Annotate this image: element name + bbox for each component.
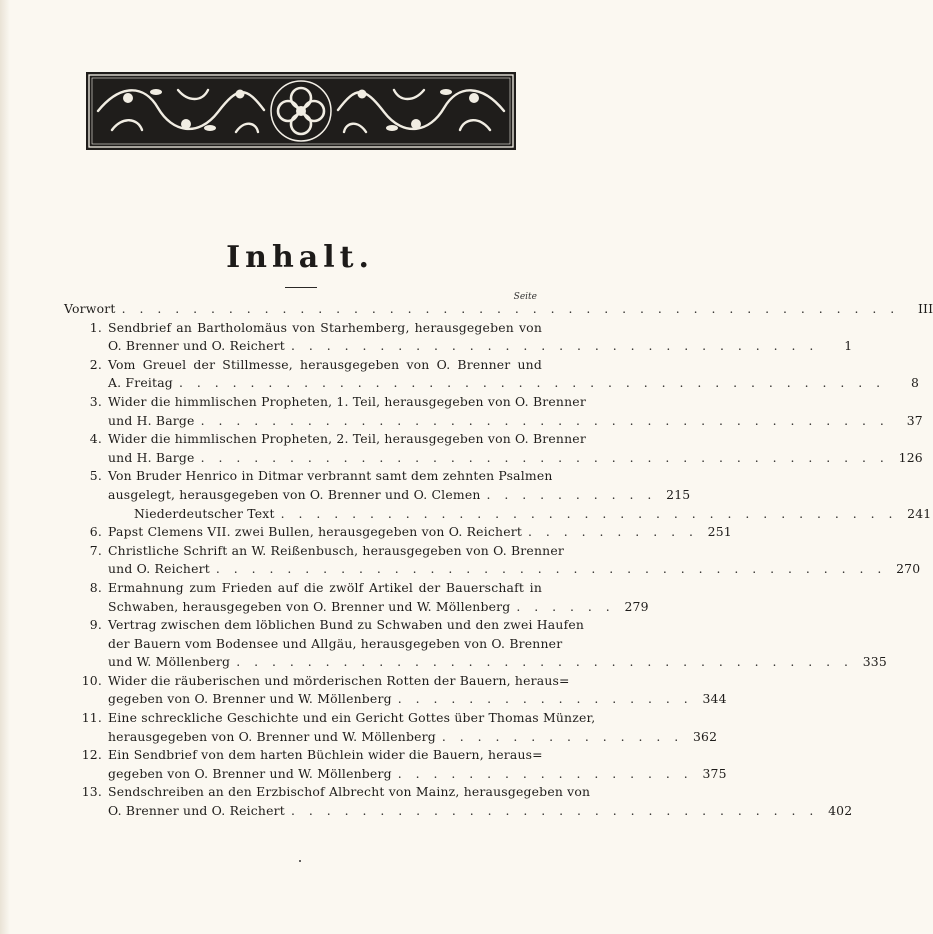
toc-entry-title: Ermahnung zum Frieden auf die zwölf Artikel der Bauerschaft in: [108, 579, 542, 595]
toc-entry-title: Christliche Schrift an W. Reißenbusch, herausgegeben von O. Brenner: [108, 542, 564, 558]
leader-dots: . . . . . . . . . . . . . . . . .: [397, 765, 693, 781]
toc-entry: [64, 523, 732, 542]
toc-entry-number: 1.: [89, 319, 102, 335]
toc-entry-number: 13.: [81, 784, 102, 800]
leader-dots: . . . . . . . . . . . . . . . . . . . . . . . . . . . . . .: [290, 803, 819, 819]
leader-dots: . . . . . . . . . . . . . . . . . . . . . . . . . . . . . . . . . . . . . . .: [200, 412, 889, 428]
toc-entry-title-continued: A. Freitag: [108, 375, 173, 391]
toc-entry-title-continued: und O. Reichert: [108, 561, 210, 577]
toc-entry-title: Papst Clemens VII. zwei Bullen, herausgegeben von O. Reichert: [108, 524, 523, 540]
leader-dots: . . . . . . . . . . . . . . . . . . . . . . . . . . . . . . . . . . . . . .: [215, 561, 887, 577]
leader-dots: . . . . . . . . . . . . . . . . . . . . . . . . . . . . . . . . . . . . . . . . . . . .: [121, 301, 900, 316]
toc-page-number: 335: [862, 654, 887, 670]
toc-entry-title-continued: und H. Barge: [108, 449, 195, 465]
page-edge-shadow: [0, 0, 10, 934]
toc-entry-title: Sendschreiben an den Erzbischof Albrecht von Mainz, herausgegeben von: [108, 784, 591, 800]
toc-entry: [64, 709, 718, 746]
toc-entry-title: Wider die räuberischen und mörderischen Rotten der Bauern, heraus=: [108, 672, 570, 688]
toc-page-number: 362: [692, 728, 718, 744]
toc-entry-title: Eine schreckliche Geschichte und ein Gericht Gottes über Thomas Münzer,: [108, 710, 596, 726]
leader-dots: . . . . . . . . . .: [528, 524, 698, 540]
leader-dots: . . . . . . . . . . . . . . . . .: [397, 691, 693, 707]
toc-entry-number: 2.: [89, 356, 102, 372]
toc-entry-title-continued: gegeben von O. Brenner und W. Möllenberg: [108, 765, 392, 781]
toc-entry-number: 10.: [81, 672, 102, 688]
leader-dots: . . . . . . . . . . . . . . . . . . . . . . . . . . . . . . . . . . . . . . . .: [178, 375, 886, 391]
toc-entry-title-continued: gegeben von O. Brenner und W. Möllenberg: [108, 691, 392, 707]
toc-entry-title-continued: und W. Möllenberg: [108, 654, 231, 670]
toc-entry: [64, 430, 923, 467]
leader-dots: . . . . . . . . . . . . . . . . . . . . . . . . . . . . . .: [290, 338, 819, 354]
table-of-contents: [64, 300, 933, 821]
toc-entry-title: Von Bruder Henrico in Ditmar verbrannt samt dem zehnten Psalmen: [108, 468, 553, 484]
toc-entry-number: 8.: [89, 579, 102, 595]
toc-entry-title-continued: ausgelegt, herausgegeben von O. Brenner und O. Clemen: [108, 486, 481, 502]
toc-entry-title: Ein Sendbrief von dem harten Büchlein wider die Bauern, heraus=: [108, 747, 543, 763]
toc-page-number: 270: [896, 561, 921, 577]
toc-subentry-title: Niederdeutscher Text: [134, 505, 275, 521]
toc-entry-number: 5.: [89, 468, 102, 484]
toc-page-number: 251: [707, 524, 732, 540]
leader-dots: . . . . . . . . . . . . . . . . . . . . . . . . . . . . . . . . . . .: [236, 654, 853, 670]
toc-entry-title-continued: herausgegeben von O. Brenner und W. Möllenberg: [108, 728, 436, 744]
toc-entry: [64, 356, 920, 393]
leader-dots: . . . . . . . . . . . . . . . . . . . . . . . . . . . . . . . . . . . . . . .: [200, 449, 889, 465]
toc-entry-title: Vorwort: [64, 301, 116, 316]
page-title: Inhalt.: [226, 240, 374, 275]
toc-entry-number: 6.: [89, 524, 102, 540]
toc-entry-number: 3.: [89, 393, 102, 409]
title-divider: [285, 287, 317, 288]
toc-entry-title: Vom Greuel der Stillmesse, herausgegeben von O. Brenner und: [108, 356, 542, 372]
toc-page-number: 1: [844, 338, 853, 354]
leader-dots: . . . . . . . . . . . . . .: [441, 728, 684, 744]
toc-entry-title: Wider die himmlischen Propheten, 2. Teil, herausgegeben von O. Brenner: [108, 431, 586, 447]
toc-page-number: 8: [911, 375, 920, 391]
toc-entry: [64, 579, 649, 616]
leader-dots: . . . . . .: [516, 598, 615, 614]
toc-entry: [64, 393, 923, 430]
toc-entry: [64, 783, 853, 820]
toc-entry-title-continued: und H. Barge: [108, 412, 195, 428]
toc-entry-number: 9.: [89, 617, 102, 633]
toc-page-number: 215: [666, 486, 691, 502]
page-column-label: Seite: [513, 292, 537, 302]
decorative-headpiece-ornament: [86, 72, 516, 150]
toc-entry-title: Wider die himmlischen Propheten, 1. Teil, herausgegeben von O. Brenner: [108, 393, 586, 409]
toc-entry-title-continued: O. Brenner und O. Reichert: [108, 338, 285, 354]
toc-entry-title-continued: der Bauern vom Bodensee und Allgäu, herausgegeben von O. Brenner: [108, 635, 563, 651]
toc-page-number: III: [917, 301, 933, 316]
toc-page-number: 37: [906, 412, 923, 428]
toc-entry: [64, 746, 727, 783]
toc-entry-title-continued: Schwaben, herausgegeben von O. Brenner und W. Möllenberg: [108, 598, 511, 614]
toc-entry: [64, 467, 932, 523]
toc-page-number: 402: [828, 803, 853, 819]
toc-entry-title-continued: O. Brenner und O. Reichert: [108, 803, 285, 819]
leader-dots: . . . . . . . . . .: [486, 486, 657, 502]
toc-page-number: 375: [702, 765, 727, 781]
toc-page-number: 344: [702, 691, 727, 707]
toc-page-number: 126: [898, 449, 923, 465]
toc-page-number: 241: [907, 505, 932, 521]
page-ink-mark: [299, 860, 301, 862]
leader-dots: . . . . . . . . . . . . . . . . . . . . . . . . . . . . . . . . . . .: [280, 505, 898, 521]
toc-entry-number: 4.: [89, 431, 102, 447]
toc-page-number: 279: [624, 598, 649, 614]
toc-entry-title: Sendbrief an Bartholomäus von Starhemberg, herausgegeben von: [108, 319, 542, 335]
toc-entry: [64, 542, 921, 579]
toc-entry: [64, 319, 853, 356]
toc-entry-number: 7.: [89, 542, 102, 558]
toc-entry-title: Vertrag zwischen dem löblichen Bund zu Schwaben und den zwei Haufen: [108, 617, 585, 633]
toc-entry-number: 11.: [81, 710, 102, 726]
toc-entry: [64, 616, 887, 672]
toc-entry: [64, 672, 727, 709]
toc-entry-number: 12.: [81, 747, 102, 763]
toc-entry-vorwort: [64, 300, 933, 319]
